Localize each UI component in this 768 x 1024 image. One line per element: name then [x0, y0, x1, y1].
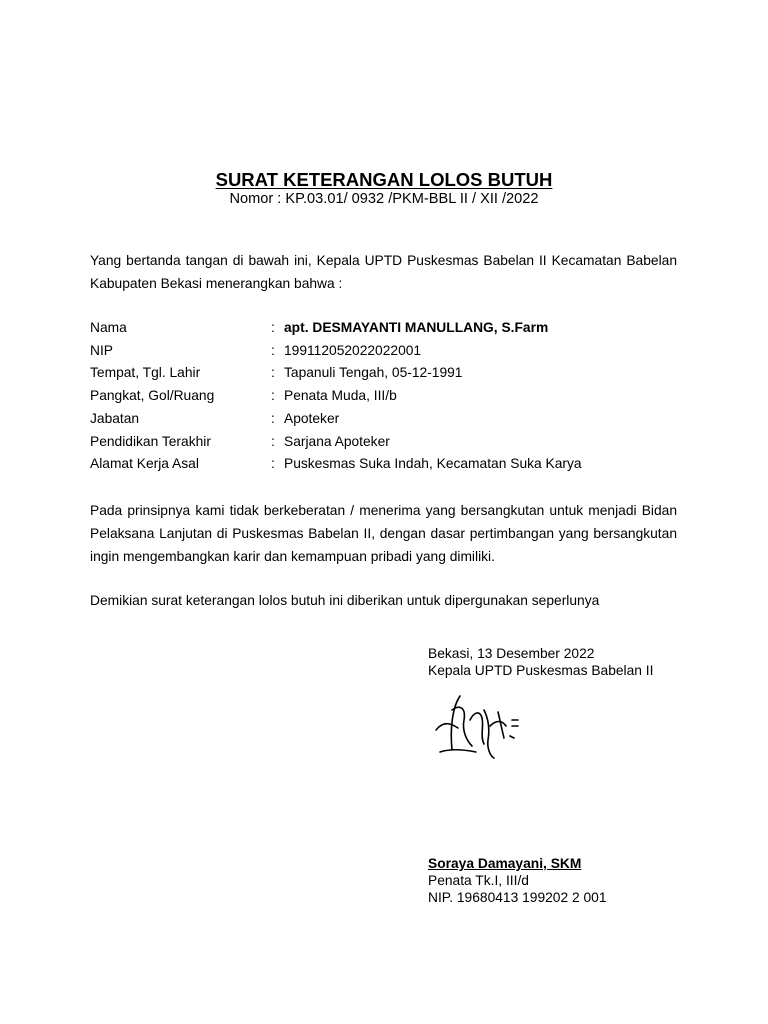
field-value: 199112052022022001: [284, 342, 422, 358]
signer-rank: Penata Tk.I, III/d: [428, 873, 529, 888]
document-title: SURAT KETERANGAN LOLOS BUTUH: [215, 169, 553, 190]
field-colon: :: [271, 410, 275, 426]
field-colon: :: [271, 365, 275, 381]
signer-name: Soraya Damayani, SKM: [428, 856, 582, 871]
field-colon: :: [271, 456, 275, 472]
closing-paragraph: Demikian surat keterangan lolos butuh ini diberikan untuk dipergunakan seperlunya: [90, 593, 600, 608]
field-value: Tapanuli Tengah, 05-12-1991: [284, 365, 463, 381]
field-value: Puskesmas Suka Indah, Kecamatan Suka Karya: [284, 456, 582, 472]
field-label: Tempat, Tgl. Lahir: [90, 365, 201, 381]
signature-header: [428, 645, 653, 679]
body-paragraph: Pada prinsipnya kami tidak berkeberatan / menerima yang bersangkutan untuk menjadi Bidan Pelaksana Lanjutan di Puskesmas Babelan II, dengan dasar pertimbangan yang bersangkutan ingin mengembangkan karir dan kemampuan pribadi yang dimiliki.: [90, 503, 677, 564]
field-colon: :: [271, 320, 275, 335]
field-row-position: [90, 408, 582, 431]
document-number: Nomor : KP.03.01/ 0932 /PKM-BBL II / XII /2022: [229, 191, 539, 207]
intro-paragraph: Yang bertanda tangan di bawah ini, Kepala UPTD Puskesmas Babelan II Kecamatan Babelan Kabupaten Bekasi menerangkan bahwa :: [90, 253, 677, 291]
field-row-rank: [90, 385, 582, 408]
identity-table: [90, 317, 582, 476]
field-value: Penata Muda, III/b: [284, 388, 397, 404]
field-colon: :: [271, 433, 275, 449]
field-row-education: [90, 431, 582, 454]
place-date: Bekasi, 13 Desember 2022: [428, 646, 595, 661]
field-label: Pendidikan Terakhir: [90, 433, 211, 449]
field-row-birth: [90, 362, 582, 385]
field-value: Apoteker: [284, 410, 340, 426]
signer-block: [428, 855, 607, 906]
field-row-address: [90, 453, 582, 476]
signer-position: Kepala UPTD Puskesmas Babelan II: [428, 663, 654, 678]
field-label: Pangkat, Gol/Ruang: [90, 388, 215, 404]
field-label: Alamat Kerja Asal: [90, 456, 199, 472]
field-row-nama: [90, 317, 582, 340]
field-label: NIP: [90, 342, 113, 358]
field-label: Jabatan: [90, 410, 140, 426]
handwritten-signature: [430, 690, 530, 762]
signer-nip: NIP. 19680413 199202 2 001: [428, 890, 607, 905]
field-colon: :: [271, 342, 275, 358]
field-colon: :: [271, 388, 275, 404]
field-label: Nama: [90, 320, 127, 335]
field-row-nip: [90, 340, 582, 363]
field-value: apt. DESMAYANTI MANULLANG, S.Farm: [284, 320, 549, 335]
field-value: Sarjana Apoteker: [284, 433, 390, 449]
